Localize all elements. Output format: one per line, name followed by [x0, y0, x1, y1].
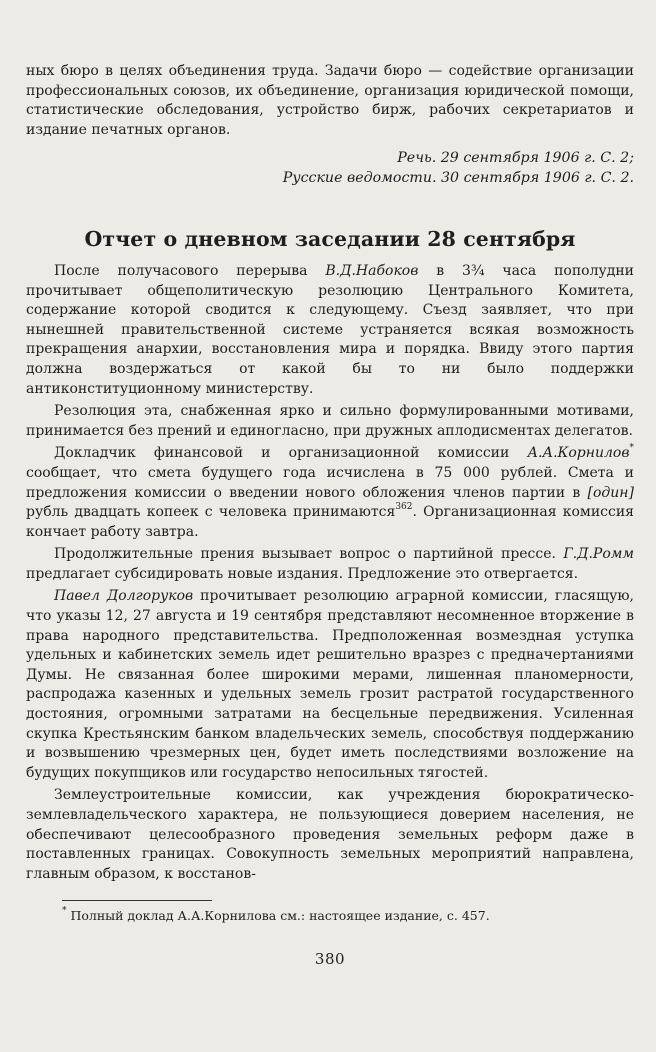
person-kornilov: А.А.Корнилов [527, 445, 630, 462]
paragraph-intro-continuation: ных бюро в целях объединения труда. Задачи бюро — содействие организации профессиональных союзов, их объединение, организация юридической помощи, статистические обследования, устройство бирж, рабочих секретариатов и издание печатных органов. [26, 63, 634, 138]
paragraph-1-text-a: После получасового перерыва [54, 262, 326, 279]
editorial-insertion: [один] [587, 484, 634, 501]
paragraph-3 [26, 444, 634, 542]
paragraph-4 [26, 545, 634, 584]
person-romm: Г.Д.Ромм [563, 546, 634, 563]
footnote-text: Полный доклад А.А.Корнилова см.: настоящее издание, с. 457. [66, 908, 490, 924]
paragraph-3-text-c: рубль двадцать копеек с человека принимаются [26, 504, 396, 521]
footnote-marker: * [629, 443, 634, 454]
paragraph-5-text: прочитывает резолюцию аграрной комиссии, гласящую, что указы 12, 27 августа и 19 сентября представляют несомненное вторжение в права народного представительства. Предположенная возмездная уступка удельных и кабинетских земель идет решительно вразрез с предначертаниями Думы. Не связанная более широкими мерами, лишенная планомерности, распродажа казенных и удельных земель грозит растратой государственного достояния, огромными затратами на бесцельные передвижения. Усиленная скупка Крестьянским банком владельческих земель, способствуя поддержанию и возвышению чрезмерных цен, будет иметь последствиями возложение на будущих покупщиков или государство непосильных тягостей. [26, 588, 634, 781]
endnote-reference: 362 [395, 502, 413, 513]
main-text [26, 62, 634, 884]
paragraph-4-text-a: Продолжительные прения вызывает вопрос о партийной прессе. [54, 546, 564, 563]
footnote-divider [62, 900, 212, 901]
source-citation-2: Русские ведомости. 30 сентября 1906 г. С. 2. [282, 170, 634, 187]
person-nabokov: В.Д.Набоков [325, 262, 419, 279]
paragraph-4-text-b: предлагает субсидировать новые издания. Предложение это отвергается. [26, 565, 579, 582]
paragraph-3-text-d: . Организационная комиссия кончает работу завтра. [26, 504, 635, 540]
paragraph-3-text-a: Докладчик финансовой и организационной комиссии [54, 445, 528, 462]
footnote-mark: * [62, 906, 67, 917]
paragraph-3-text-b: сообщает, что смета будущего года исчислена в 75 000 рублей. Смета и предложения комиссии о введении нового обложения членов партии в [26, 464, 634, 501]
paragraph-5 [26, 587, 634, 783]
source-citations [26, 148, 634, 188]
paragraph-1-text-b: в 3¾ часа пополудни прочитывает общеполитическую резолюцию Центрального Комитета, содержание которой сводится к следующему. Съезд заявляет, что при нынешней правительственной системе устраняется всякая возможность прекращения анархии, восстановления мира и порядка. Ввиду этого партия должна воздержаться от какой бы то ни было поддержки антиконституционному министерству. [26, 262, 634, 397]
person-dolgorukov: Павел Долгоруков [54, 588, 194, 605]
paragraph-2: Резолюция эта, снабженная ярко и сильно формулированными мотивами, принимается без прений и единогласно, при дружных аплодисментах делегатов. [26, 403, 634, 439]
section-heading: Отчет о дневном заседании 28 сентября [84, 227, 576, 252]
footnote [62, 907, 634, 924]
page-number: 380 [314, 950, 346, 969]
paragraph-6: Землеустроительные комиссии, как учреждения бюрократическо-землевладельческого характера, не пользующиеся доверием населения, не обеспечивают целесообразного проведения земельных реформ даже в поставленных границах. Совокупность земельных мероприятий направлена, главным образом, к восстанов- [26, 787, 634, 882]
source-citation-1: Речь. 29 сентября 1906 г. С. 2; [397, 150, 634, 167]
paragraph-1 [26, 262, 634, 399]
